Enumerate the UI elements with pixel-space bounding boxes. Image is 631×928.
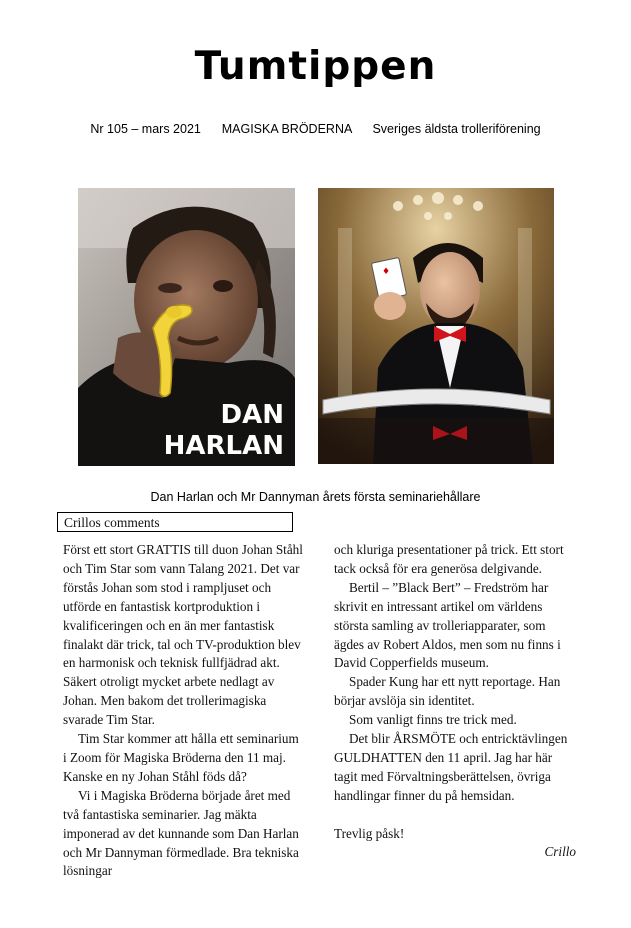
club-name: MAGISKA BRÖDERNA: [221, 122, 352, 136]
svg-text:♦: ♦: [382, 267, 391, 277]
paragraph: Det blir ÅRSMÖTE och entricktävlingen GULDHATTEN den 11 april. Jag har här tagit med Förvaltningsberättelsen, övriga handlingar finner du på hemsidan.: [334, 731, 568, 803]
issue-line: [0, 122, 631, 136]
column-heading: Crillos comments: [57, 512, 293, 532]
photo-caption: Dan Harlan och Mr Dannyman årets första seminariehållare: [150, 490, 481, 504]
photo-overlay-line2: HARLAN: [163, 431, 284, 461]
paragraph: Spader Kung har ett nytt reportage. Han börjar avslöja sin identitet.: [334, 674, 561, 709]
closing-greeting: Trevlig påsk!: [334, 825, 405, 841]
paragraph: Vi i Magiska Bröderna började året med två fantastiska seminarier. Jag mäkta imponerad av det kunnande som Dan Harlan och Mr Dannyman förmedlade. Bra tekniska lösningar: [63, 787, 299, 879]
signature: Crillo: [544, 844, 576, 860]
column-left: [63, 541, 303, 881]
column-right: [334, 541, 576, 862]
mr-dannyman-photo: [318, 188, 554, 464]
newsletter-title: Tumtippen: [194, 44, 437, 89]
paragraph: Tim Star kommer att hålla ett seminarium i Zoom för Magiska Bröderna den 11 maj. Kanske en ny Johan Ståhl föds då?: [63, 731, 299, 784]
issue-number: Nr 105 – mars 2021: [90, 122, 201, 136]
paragraph: Först ett stort GRATTIS till duon Johan Ståhl och Tim Star som vann Talang 2021. Det var förstås Johan som stod i rampljuset och utförde en fantastisk kortproduktion i kvalificeringen och en än mer fantastisk finalakt där trick, tal och TV-produktion blev en harmonisk och teknisk fullfjädrad akt. Säkert otroligt mycket arbete nedlagt av Johan. Men bakom det trollerimagiska svarade Tim Star.: [63, 542, 303, 728]
photo-overlay-line1: DAN: [220, 400, 284, 430]
dan-harlan-photo: [78, 188, 295, 466]
paragraph: Som vanligt finns tre trick med.: [349, 712, 517, 728]
club-tagline: Sveriges äldsta trolleriförening: [372, 122, 541, 136]
paragraph: och kluriga presentationer på trick. Ett stort tack också för era generösa delgivande.: [334, 542, 564, 576]
paragraph: Bertil – ”Black Bert” – Fredström har skrivit en intressant artikel om världens största samling av trolleriapparater, som ägdes av Robert Aldos, men som nu finns i David Copperfields museum.: [334, 579, 561, 671]
